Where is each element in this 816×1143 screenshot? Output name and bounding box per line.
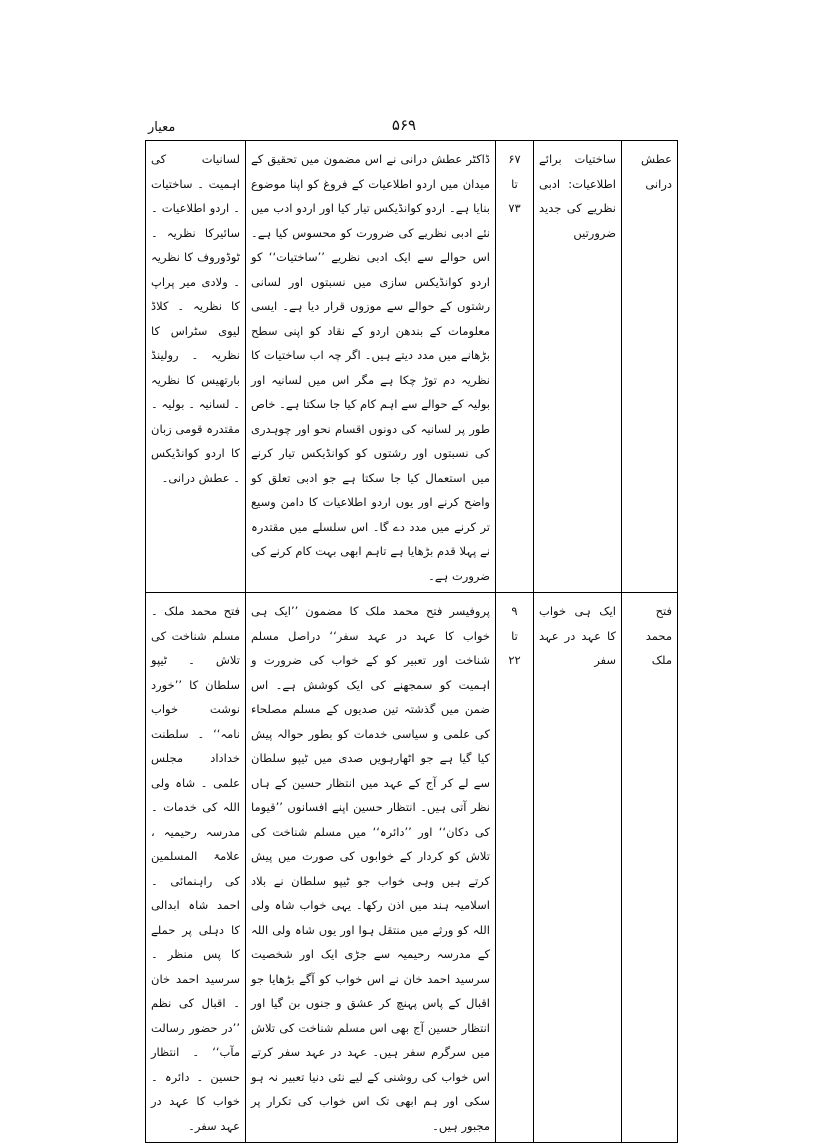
page-separator: تا (511, 176, 518, 191)
table-row (146, 593, 678, 1143)
title-cell: ساختیات برائے اطلاعیات: ادبی نظریے کی جدید ضرورتیں (534, 141, 622, 593)
keywords-cell: لسانیات کی اہمیت ۔ ساختیات ۔ اردو اطلاعیات ۔ سائیرکا نظریہ ۔ ٹوڈوروف کا نظریہ ۔ ولادی میر پراپ کا نظریہ ۔ کلاڈ لیوی سٹراس کا نظریہ ۔ رولینڈ بارتھیس کا نظریہ ۔ لسانیہ ۔ بولیہ ۔ مقتدرہ قومی زبان کا اردو کوانڈیکس ۔ عطش درانی۔ (146, 141, 246, 593)
pages-cell (496, 593, 534, 1143)
page-from: ۹ (511, 604, 518, 618)
author-cell: فتح محمد ملک (622, 593, 678, 1143)
summary-cell: پروفیسر فتح محمد ملک کا مضمون ’’ایک ہی خواب کا عہد در عہد سفر‘‘ دراصل مسلم شناخت اور تعبیر کو کے خواب کی ضرورت و اہمیت کو سمجھنے کی ایک کوشش ہے۔ اس ضمن میں گذشتہ تین صدیوں کے مسلم مصلحاء کی علمی و سیاسی خدمات کو بطور حوالہ پیش کیا گیا ہے جو اٹھارہویں صدی میں ٹیپو سلطان سے لے کر آج کے عہد میں انتظار حسین کے ہاں نظر آتی ہیں۔ انتظار حسین اپنے افسانوں ’’قیوما کی دکان‘‘ اور ’’دائرہ‘‘ میں مسلم شناخت کی تلاش کو کردار کے خوابوں کی صورت میں پیش کرتے ہیں وہی خواب جو ٹیپو سلطان نے بلاد اسلامیہ ہند میں اذن رکھا۔ یہی خواب شاہ ولی اللہ کو ورثے میں منتقل ہوا اور یوں شاہ ولی اللہ کے مدرسہ رحیمیہ سے جڑی ایک اور شخصیت سرسید احمد خان نے اس خواب کو آگے بڑھایا جو اقبال کے پاس پہنچ کر عشق و جنوں بن گیا اور انتظار حسین آج بھی اس مسلم شناخت کی تلاش میں سرگرم سفر ہیں۔ عہد در عہد سفر کرتے اس خواب کی روشنی کے لیے نئی دنیا تعبیر نہ ہو سکی اور ہم ابھی تک اس خواب کی تکرار پر مجبور ہیں۔ (246, 593, 496, 1143)
title-cell: ایک ہی خواب کا عہد در عہد سفر (534, 593, 622, 1143)
summary-cell: ڈاکٹر عطش درانی نے اس مضمون میں تحقیق کے میدان میں اردو اطلاعیات کے فروغ کو اپنا موضوع بنایا ہے۔ اردو کوانڈیکس تیار کیا اور اردو ادب میں نئے ادبی نظریے کی ضرورت کو محسوس کیا ہے۔ اس حوالے سے ایک ادبی نظریے ’’ساختیات‘‘ کو اردو کوانڈیکس سازی میں نسبتوں اور لسانی رشتوں کے حوالے سے موزوں قرار دیا ہے۔ ایسی معلومات کے بندھن اردو کے نقاد کو اپنی سطح بڑھانے میں مدد دیتے ہیں۔ اگر چہ اب ساختیات کا نظریہ دم توڑ چکا ہے مگر اس میں لسانیہ اور بولیہ کے حوالے سے اہم کام کیا جا سکتا ہے۔ خاص طور پر لسانیہ کی دونوں اقسام نحو اور چوہدری کی نسبتوں اور رشتوں کو کوانڈیکس تیار کرنے میں استعمال کیا جا سکتا ہے جو ادبی تعلق کو واضح کرنے اور یوں اردو اطلاعیات کا دامن وسیع تر کرنے میں مدد دے گا۔ اس سلسلے میں مقتدرہ نے پہلا قدم بڑھایا ہے تاہم ابھی بہت کام کرنے کی ضرورت ہے۔ (246, 141, 496, 593)
keywords-cell: فتح محمد ملک ۔ مسلم شناخت کی تلاش ۔ ٹیپو سلطان کا ’’خورد نوشت خواب نامہ‘‘ ۔ سلطنت خداداد مجلس علمی ۔ شاہ ولی اللہ کی خدمات ۔ مدرسہ رحیمیہ ، علامۃ المسلمین کی راہنمائی ۔ احمد شاہ ابدالی کا دہلی پر حملے کا پس منظر ۔ سرسید احمد خان ۔ اقبال کی نظم ’’در حضور رسالت مآب‘‘ ۔ انتظار حسین ۔ دائرہ ۔ خواب کا عہد در عہد سفر۔ (146, 593, 246, 1143)
page-to: ۲۲ (508, 653, 521, 667)
page-number: ۵۶۹ (391, 116, 417, 134)
page-separator: تا (511, 628, 518, 643)
article-index-table (145, 140, 678, 1143)
pages-cell (496, 141, 534, 593)
author-cell: عطش درانی (622, 141, 678, 593)
page-from: ۶۷ (508, 152, 521, 166)
page-to: ۷۳ (508, 201, 521, 215)
table-row (146, 141, 678, 593)
journal-name: معیار (148, 120, 176, 135)
